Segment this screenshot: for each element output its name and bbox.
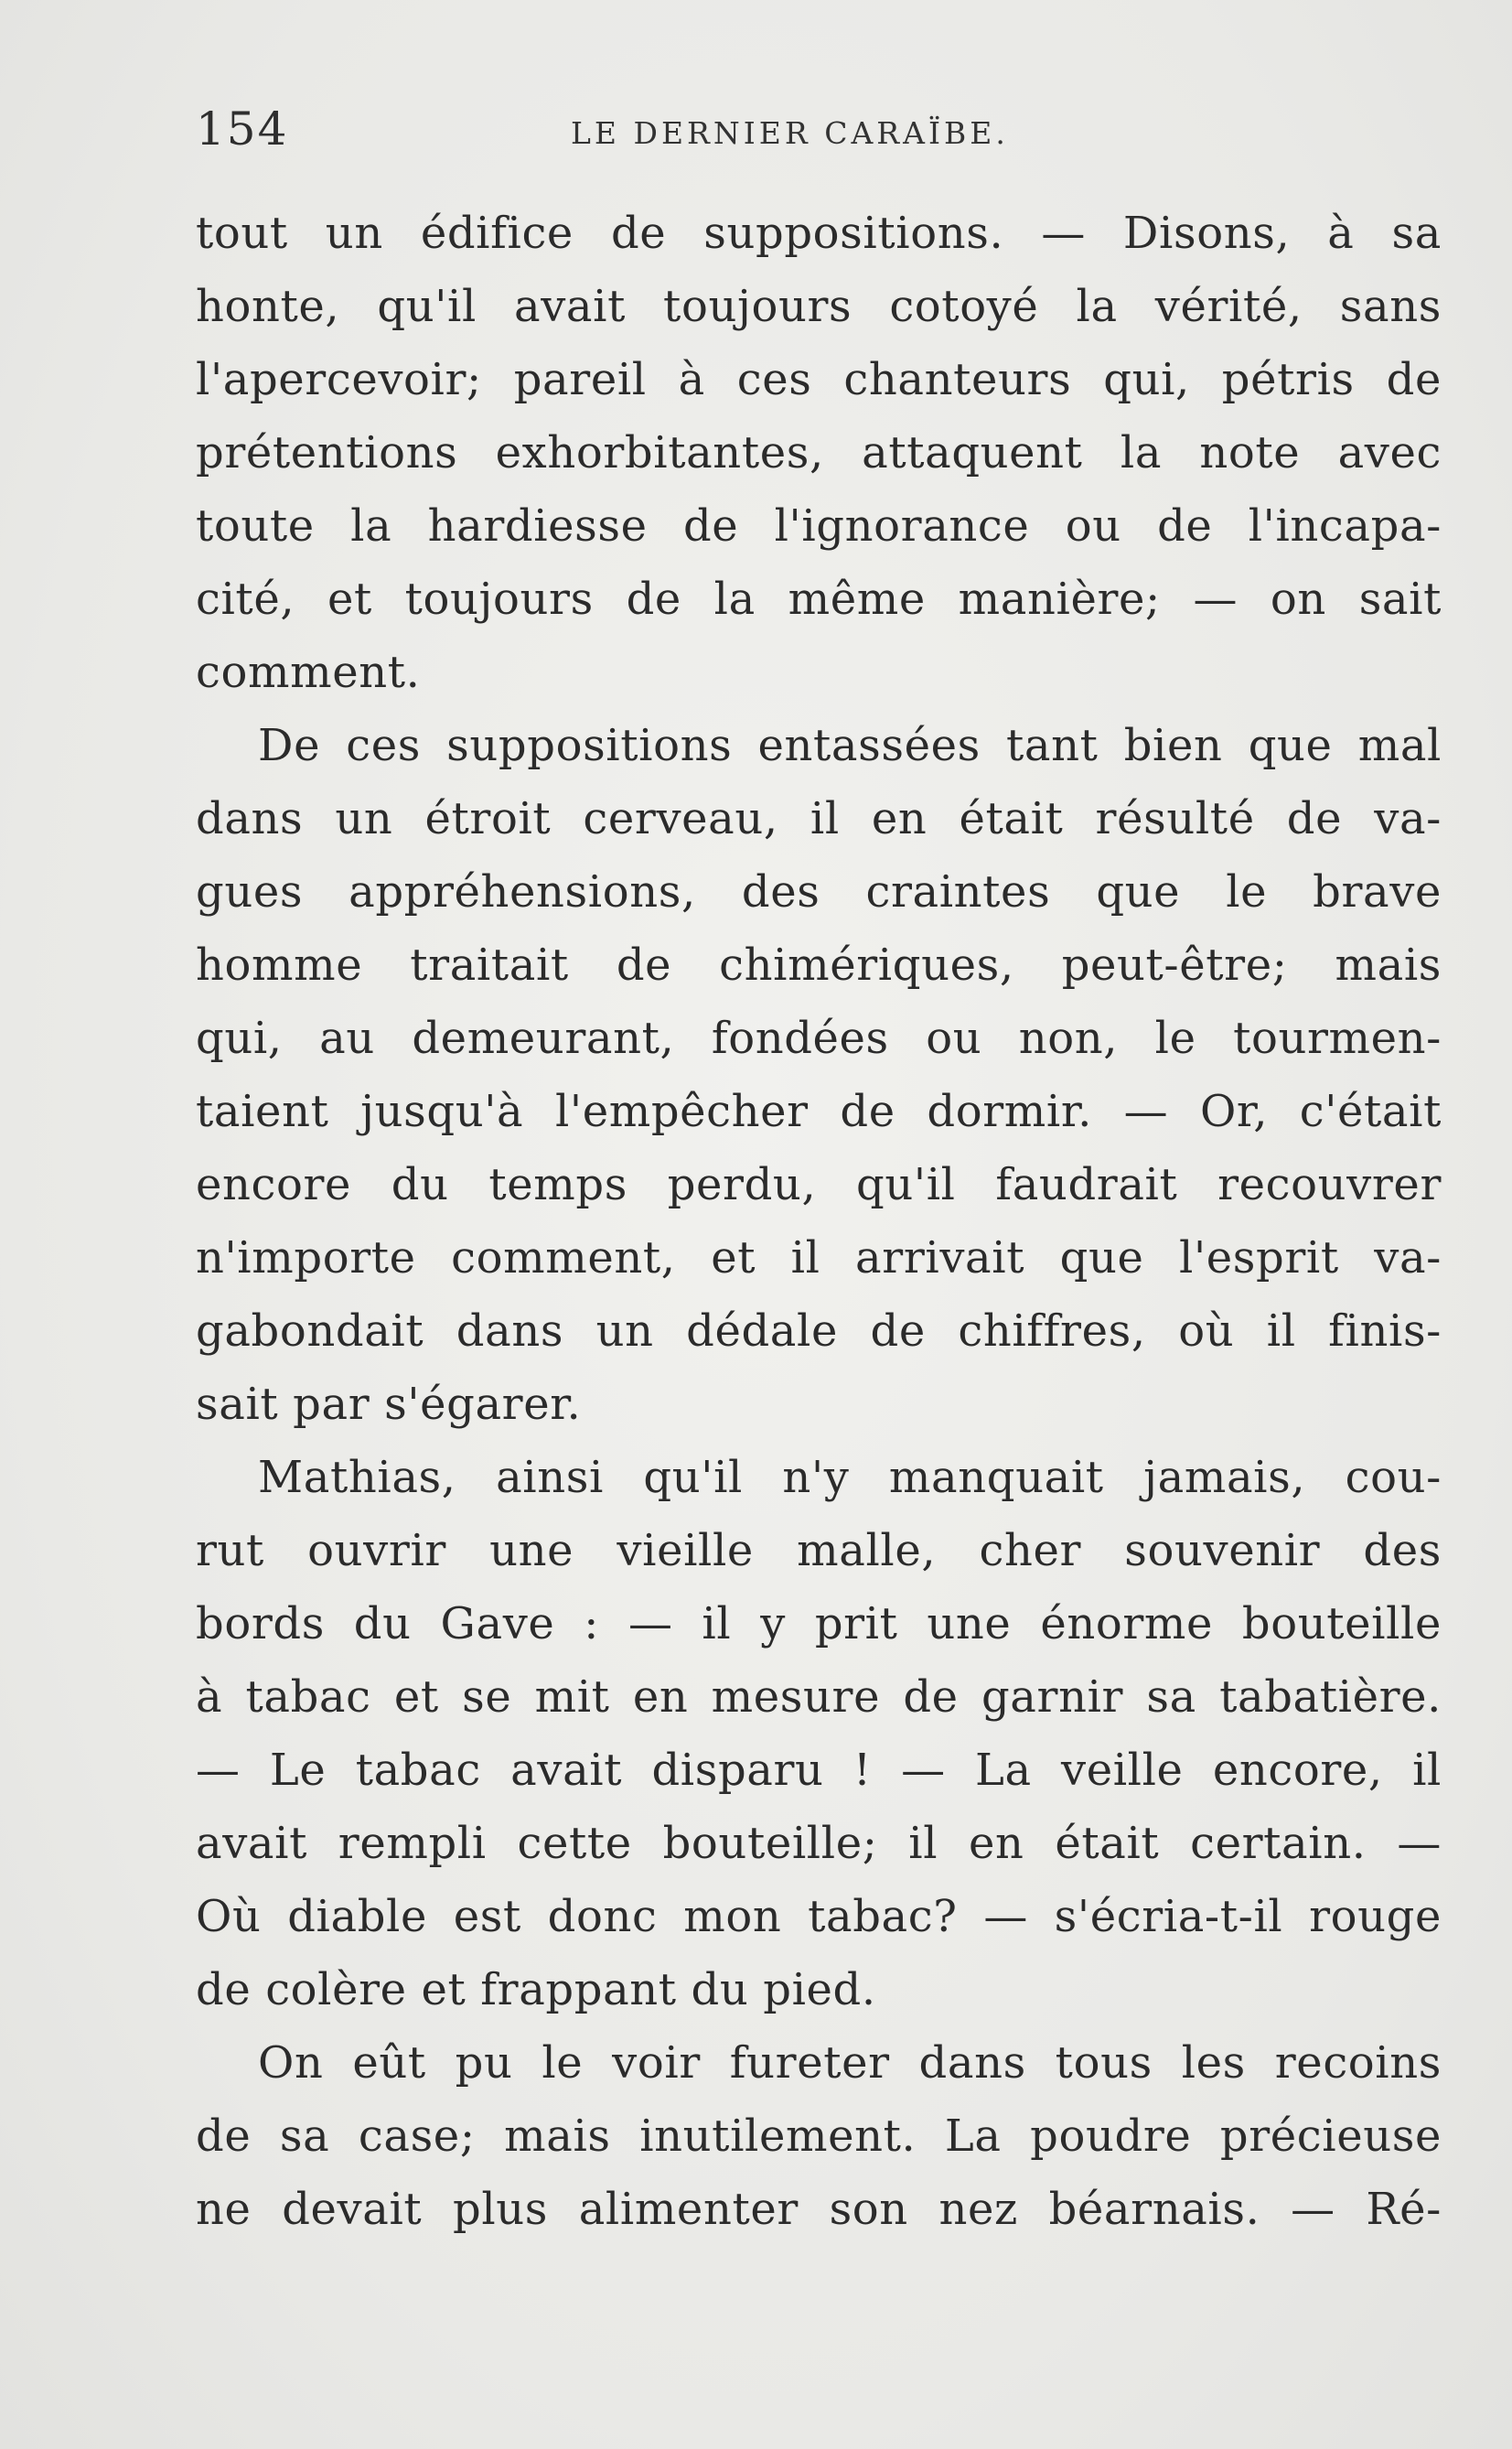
text-line: dans un étroit cerveau, il en était résulté de va-	[196, 793, 1442, 844]
text-line: On eût pu le voir fureter dans tous les recoins	[258, 2037, 1442, 2089]
text-line: de sa case; mais inutilement. La poudre précieuse	[196, 2111, 1442, 2162]
text-line: — Le tabac avait disparu ! — La veille encore, il	[196, 1745, 1442, 1796]
text-line: rut ouvrir une vieille malle, cher souvenir des	[196, 1525, 1442, 1576]
text-line: bords du Gave : — il y prit une énorme bouteille	[196, 1598, 1442, 1649]
text-line: de colère et frappant du pied.	[196, 1964, 876, 2015]
text-line: Mathias, ainsi qu'il n'y manquait jamais, cou-	[258, 1452, 1442, 1503]
text-line: n'importe comment, et il arrivait que l'esprit va-	[196, 1232, 1442, 1284]
text-line: tout un édifice de suppositions. — Disons, à sa	[196, 208, 1442, 259]
text-line: Où diable est donc mon tabac? — s'écria-t-il rouge	[196, 1891, 1442, 1942]
text-line: avait rempli cette bouteille; il en était certain. —	[196, 1818, 1442, 1869]
text-line: ne devait plus alimenter son nez béarnais. — Ré-	[196, 2184, 1442, 2235]
page-number: 154	[196, 102, 289, 156]
text-line: gabondait dans un dédale de chiffres, où il finis-	[196, 1305, 1442, 1357]
text-line: De ces suppositions entassées tant bien que mal	[258, 720, 1442, 771]
text-line: gues appréhensions, des craintes que le brave	[196, 866, 1442, 918]
text-line: sait par s'égarer.	[196, 1379, 582, 1430]
text-line: prétentions exhorbitantes, attaquent la note avec	[196, 427, 1442, 478]
text-line: toute la hardiesse de l'ignorance ou de l'incapa-	[196, 500, 1442, 552]
text-line: qui, au demeurant, fondées ou non, le tourmen-	[196, 1013, 1442, 1064]
text-line: comment.	[196, 647, 421, 698]
running-title: LE DERNIER CARAÏBE.	[571, 115, 1009, 151]
text-line: cité, et toujours de la même manière; — on sait	[196, 574, 1442, 625]
page-header	[196, 102, 1330, 166]
text-line: à tabac et se mit en mesure de garnir sa tabatière.	[196, 1671, 1442, 1723]
text-line: taient jusqu'à l'empêcher de dormir. — Or, c'était	[196, 1086, 1442, 1137]
text-line: homme traitait de chimériques, peut-être; mais	[196, 940, 1442, 991]
text-line: encore du temps perdu, qu'il faudrait recouvrer	[196, 1159, 1442, 1210]
body-text	[196, 197, 1442, 2246]
text-line: honte, qu'il avait toujours cotoyé la vérité, sans	[196, 281, 1442, 332]
text-line: l'apercevoir; pareil à ces chanteurs qui, pétris de	[196, 354, 1442, 405]
